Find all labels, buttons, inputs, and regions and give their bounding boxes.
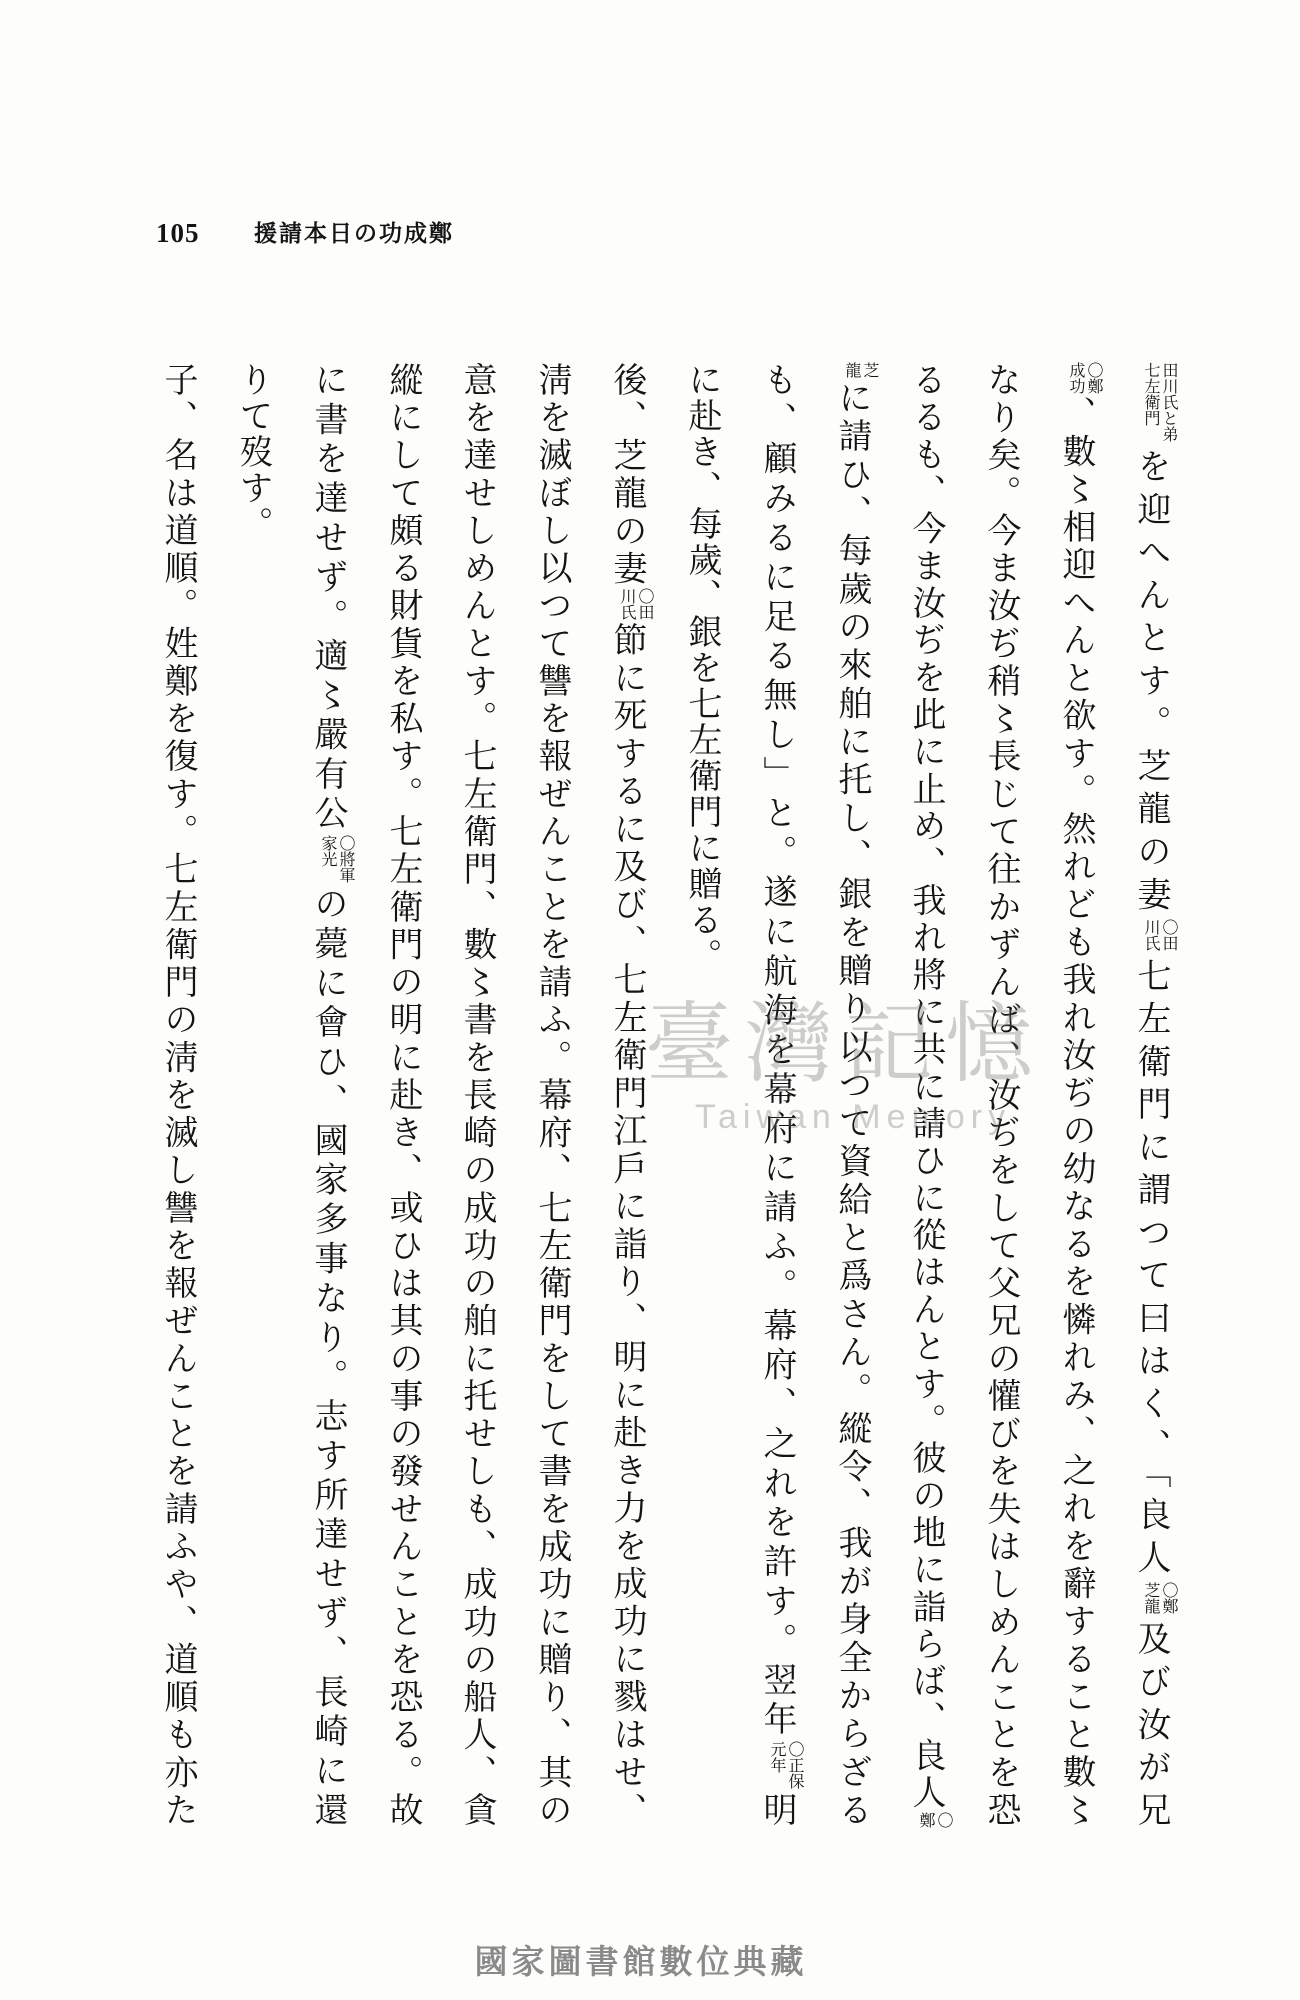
text-column-1 bbox=[1121, 362, 1181, 1828]
annotation-line-right: 田川氏と弟 bbox=[1160, 362, 1179, 442]
annotation-line-left: 芝龍 bbox=[1142, 1582, 1161, 1615]
text-column-4 bbox=[896, 362, 956, 1828]
annotation-line-right: 〇鄭 bbox=[1160, 1582, 1179, 1615]
inline-annotation bbox=[618, 588, 654, 620]
inline-annotation bbox=[1142, 1582, 1178, 1614]
annotation-line-right: 芝 bbox=[861, 362, 880, 378]
body-text: 、數〻相迎へんと欲す。然れども我れ汝ぢの幼なるを憐れみ、之れを辭すること數〻 bbox=[1056, 394, 1096, 1828]
body-text: 縱にして頗る財貨を私す。七左衛門の明に赴き、或ひは其の事の發せんことを恐る。故 bbox=[383, 362, 423, 1828]
text-column-6 bbox=[747, 362, 807, 1828]
body-text: 意を達せしめんとす。七左衛門、數〻書を長崎の成功の舶に托せしも、成功の船人、貪 bbox=[457, 362, 497, 1828]
annotation-line-left: 川氏 bbox=[618, 588, 637, 621]
body-text: 子、名は道順。姓鄭を復す。七左衛門の淸を滅し讐を報ぜんことを請ふや、道順も亦た bbox=[158, 362, 198, 1828]
body-text: 七左衛門に謂つて曰はく、「良人 bbox=[1131, 951, 1171, 1583]
annotation-line-left: 元年 bbox=[768, 1740, 787, 1773]
body-text: りて歿す。 bbox=[233, 362, 273, 542]
annotation-line-right: 〇 bbox=[935, 1812, 954, 1828]
body-text: も、顧みるに足る無し」と。遂に航海を幕府に請ふ。幕府、之れを許す。翌年 bbox=[757, 362, 797, 1741]
body-text: 及び汝が兄 bbox=[1131, 1614, 1171, 1828]
text-column-10 bbox=[447, 362, 507, 1828]
page-number: 105 bbox=[156, 218, 200, 248]
annotation-line-left: 成功 bbox=[1067, 362, 1086, 394]
body-text: に請ひ、每歲の來舶に托し、銀を贈り以つて資給と爲さん。縱令、我が身全からざる bbox=[832, 378, 872, 1828]
annotation-line-left: 龍 bbox=[843, 362, 862, 378]
text-column-2 bbox=[1046, 362, 1106, 1828]
annotation-line-right: 〇鄭 bbox=[1085, 362, 1104, 394]
annotation-line-left: 鄭 bbox=[917, 1812, 936, 1828]
inline-annotation bbox=[917, 1812, 953, 1828]
body-text: なり矣。今ま汝ぢ稍〻長じて往かずんば、汝ぢをして父兄の懽びを失はしめんことを恐 bbox=[981, 362, 1021, 1828]
body-text: に赴き、每歲、銀を七左衛門に贈る。 bbox=[682, 362, 722, 974]
inline-annotation bbox=[843, 362, 879, 378]
annotation-line-right: 〇田 bbox=[1160, 919, 1179, 952]
body-text: 後、芝龍の妻 bbox=[607, 362, 647, 589]
text-column-14 bbox=[148, 362, 208, 1828]
body-text: 淸を滅ぼし以つて讐を報ぜんことを請ふ。幕府、七左衛門をして書を成功に贈り、其の bbox=[532, 362, 572, 1828]
body-text: を迎へんとす。芝龍の妻 bbox=[1131, 442, 1171, 920]
inline-annotation bbox=[768, 1741, 804, 1789]
body-text: に書を達せず。適〻嚴有公 bbox=[308, 362, 348, 835]
annotation-line-right: 〇田 bbox=[636, 588, 655, 621]
annotation-line-left: 家光 bbox=[319, 834, 338, 867]
inline-annotation bbox=[1142, 362, 1178, 442]
text-column-5 bbox=[822, 362, 882, 1828]
collection-footer: 國家圖書館數位典藏 bbox=[474, 1942, 808, 1981]
annotation-line-left: 川氏 bbox=[1142, 919, 1161, 952]
text-column-8 bbox=[597, 362, 657, 1828]
watermark-logo-subtitle: Taiwan Memory bbox=[695, 1098, 1012, 1136]
watermark-logo-text: 臺灣記憶 bbox=[645, 992, 1046, 1095]
inline-annotation bbox=[319, 835, 355, 883]
annotation-line-left: 七左衛門 bbox=[1142, 362, 1161, 426]
text-column-12 bbox=[298, 362, 358, 1828]
text-column-11 bbox=[373, 362, 433, 1828]
body-text: 節に死するに及び、七左衛門江戶に詣り、明に赴き力を成功に戮はせ、 bbox=[607, 620, 647, 1828]
text-column-13 bbox=[223, 362, 283, 1828]
body-text: るるも、今ま汝ぢを此に止め、我れ將に共に請ひに從はんとす。彼の地に詣らば、良人 bbox=[906, 362, 946, 1812]
text-column-3 bbox=[971, 362, 1031, 1828]
body-text: の薨に會ひ、國家多事なり。志す所達せず、長崎に還 bbox=[308, 882, 348, 1828]
inline-annotation bbox=[1142, 919, 1178, 951]
running-head: 鄭成功の日本請援 bbox=[254, 220, 454, 247]
text-column-7 bbox=[672, 362, 732, 1828]
text-column-9 bbox=[522, 362, 582, 1828]
body-text: 明 bbox=[757, 1788, 797, 1828]
inline-annotation bbox=[1067, 362, 1103, 394]
annotation-line-right: 〇正保 bbox=[786, 1740, 805, 1789]
annotation-line-right: 〇將軍 bbox=[337, 834, 356, 883]
